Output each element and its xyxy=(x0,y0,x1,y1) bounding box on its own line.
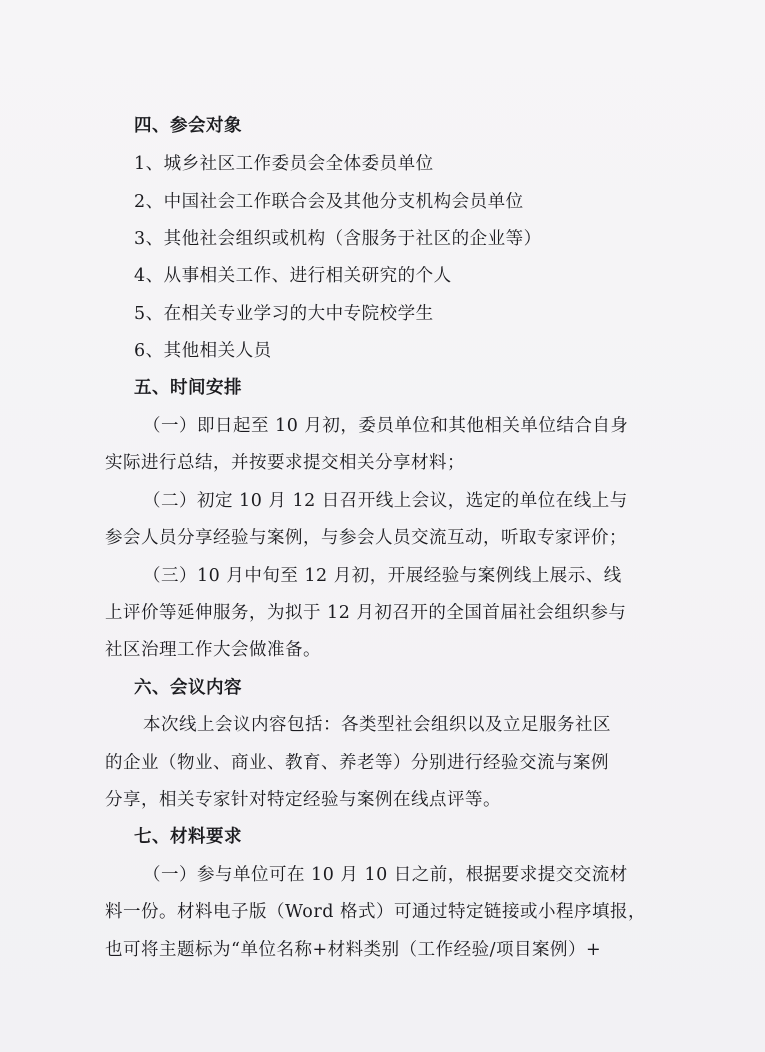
paragraph-line: 的企业（物业、商业、教育、养老等）分别进行经验交流与案例 xyxy=(105,753,609,773)
section-heading-materials: 七、材料要求 xyxy=(134,827,242,847)
list-item: 1、城乡社区工作委员会全体委员单位 xyxy=(134,154,434,174)
paragraph-line: 社区治理工作大会做准备。 xyxy=(105,640,321,660)
section-heading-schedule: 五、时间安排 xyxy=(134,378,242,398)
list-item: 6、其他相关人员 xyxy=(134,341,272,361)
paragraph-line: 也可将主题标为“单位名称+材料类别（工作经验/项目案例）+ xyxy=(105,940,602,960)
paragraph-line: （三）10 月中旬至 12 月初，开展经验与案例线上展示、线 xyxy=(143,566,622,586)
paragraph-line: （二）初定 10 月 12 日召开线上会议，选定的单位在线上与 xyxy=(143,491,628,511)
paragraph-line: 料一份。材料电子版（Word 格式）可通过特定链接或小程序填报， xyxy=(105,902,646,922)
paragraph-line: （一）参与单位可在 10 月 10 日之前，根据要求提交交流材 xyxy=(143,865,628,885)
paragraph-line: 实际进行总结，并按要求提交相关分享材料； xyxy=(105,453,465,473)
section-heading-content: 六、会议内容 xyxy=(134,678,242,698)
paragraph-line: 本次线上会议内容包括：各类型社会组织以及立足服务社区 xyxy=(143,715,611,735)
list-item: 3、其他社会组织或机构（含服务于社区的企业等） xyxy=(134,229,542,249)
paragraph-line: 分享，相关专家针对特定经验与案例在线点评等。 xyxy=(105,790,501,810)
paragraph-line: 上评价等延伸服务，为拟于 12 月初召开的全国首届社会组织参与 xyxy=(105,603,627,623)
list-item: 2、中国社会工作联合会及其他分支机构会员单位 xyxy=(134,192,524,212)
paragraph-line: （一）即日起至 10 月初，委员单位和其他相关单位结合自身 xyxy=(143,416,629,436)
list-item: 5、在相关专业学习的大中专院校学生 xyxy=(134,304,434,324)
list-item: 4、从事相关工作、进行相关研究的个人 xyxy=(134,266,452,286)
paragraph-line: 参会人员分享经验与案例，与参会人员交流互动，听取专家评价； xyxy=(105,528,627,548)
section-heading-participants: 四、参会对象 xyxy=(134,116,242,136)
